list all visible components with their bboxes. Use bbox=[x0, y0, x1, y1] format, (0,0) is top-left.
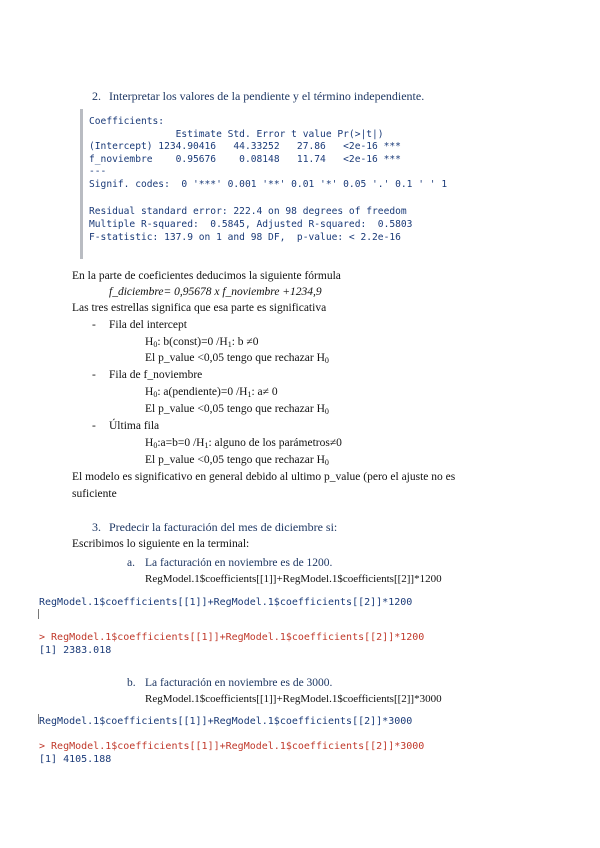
r-output-line: Coefficients: bbox=[89, 116, 165, 127]
pvalue-f-noviembre bbox=[145, 401, 329, 420]
part-a-letter: a. bbox=[127, 557, 135, 569]
hyp-sub: 1 bbox=[204, 441, 209, 450]
coefficients-intro: En la parte de coeficientes deducimos la siguiente fórmula bbox=[72, 270, 341, 282]
item-label-f-noviembre: Fila de f_noviembre bbox=[109, 369, 203, 381]
hyp-h: H bbox=[145, 336, 154, 348]
bullet-dash: - bbox=[92, 369, 96, 381]
hyp-end: : alguno de los parámetros≠0 bbox=[208, 437, 342, 449]
console-command-a: > RegModel.1$coefficients[[1]]+RegModel.1$coefficients[[2]]*1200 bbox=[39, 632, 425, 643]
input-cursor bbox=[38, 609, 44, 619]
section-2-title: Interpretar los valores de la pendiente y el término independiente. bbox=[109, 89, 425, 103]
item-label-intercept: Fila del intercept bbox=[109, 319, 187, 331]
hyp-sub: 0 bbox=[153, 390, 158, 399]
part-a-text: La facturación en noviembre es de 1200. bbox=[145, 557, 333, 569]
pval-sub: 0 bbox=[324, 458, 329, 467]
hyp-sub: 1 bbox=[247, 390, 252, 399]
r-output-line: F-statistic: 137.9 on 1 and 98 DF, p-value: < 2.2e-16 bbox=[89, 232, 401, 243]
hyp-h: H bbox=[145, 437, 154, 449]
pval-text: El p_value <0,05 tengo que rechazar H bbox=[145, 352, 325, 364]
section-2-number: 2. bbox=[92, 89, 101, 103]
r-output-line: Multiple R-squared: 0.5845, Adjusted R-squared: 0.5803 bbox=[89, 219, 413, 230]
hyp-sub: 0 bbox=[153, 441, 158, 450]
terminal-intro: Escribimos lo siguiente en la terminal: bbox=[72, 538, 250, 550]
input-cursor bbox=[38, 714, 44, 724]
console-input-b: RegModel.1$coefficients[[1]]+RegModel.1$coefficients[[2]]*3000 bbox=[39, 716, 413, 727]
section-3-title: Predecir la facturación del mes de diciembre si: bbox=[109, 520, 338, 534]
r-summary-output bbox=[80, 109, 485, 259]
pval-sub: 0 bbox=[324, 407, 329, 416]
section-3-number: 3. bbox=[92, 520, 101, 534]
hyp-mid: : a(pendiente)=0 /H bbox=[157, 386, 248, 398]
bullet-dash: - bbox=[92, 420, 96, 432]
hyp-sub: 1 bbox=[227, 340, 232, 349]
hyp-h: H bbox=[145, 386, 154, 398]
console-result-a: [1] 2383.018 bbox=[39, 645, 112, 656]
conclusion-line-2: suficiente bbox=[72, 488, 117, 500]
item-label-last-row: Última fila bbox=[109, 420, 160, 432]
part-a-code: RegModel.1$coefficients[[1]]+RegModel.1$coefficients[[2]]*1200 bbox=[145, 573, 442, 585]
hyp-mid: : b(const)=0 /H bbox=[157, 336, 228, 348]
console-result-b: [1] 4105.188 bbox=[39, 754, 112, 765]
console-input-a: RegModel.1$coefficients[[1]]+RegModel.1$coefficients[[2]]*1200 bbox=[39, 597, 413, 608]
hyp-end: : b ≠0 bbox=[231, 336, 259, 348]
r-output-line: --- bbox=[89, 166, 107, 177]
r-output-line: (Intercept) 1234.90416 44.33252 27.86 <2e-16 *** bbox=[89, 141, 401, 152]
hyp-mid: :a=b=0 /H bbox=[157, 437, 205, 449]
bullet-dash: - bbox=[92, 319, 96, 331]
r-output-line: Estimate Std. Error t value Pr(>|t|) bbox=[89, 129, 384, 140]
part-b-code: RegModel.1$coefficients[[1]]+RegModel.1$coefficients[[2]]*3000 bbox=[145, 693, 442, 705]
pval-text: El p_value <0,05 tengo que rechazar H bbox=[145, 403, 325, 415]
r-output-line: f_noviembre 0.95676 0.08148 11.74 <2e-16 *** bbox=[89, 154, 401, 165]
r-output-line: Signif. codes: 0 '***' 0.001 '**' 0.01 '*' 0.05 '.' 0.1 ' ' 1 bbox=[89, 179, 448, 190]
part-b-letter: b. bbox=[127, 677, 136, 689]
hyp-end: : a≠ 0 bbox=[251, 386, 278, 398]
r-output-line: Residual standard error: 222.4 on 98 degrees of freedom bbox=[89, 206, 407, 217]
hyp-sub: 0 bbox=[153, 340, 158, 349]
part-b-text: La facturación en noviembre es de 3000. bbox=[145, 677, 333, 689]
pval-sub: 0 bbox=[324, 356, 329, 365]
stars-explanation: Las tres estrellas significa que esa parte es significativa bbox=[72, 302, 327, 314]
conclusion-line-1: El modelo es significativo en general debido al ultimo p_value (pero el ajuste no es bbox=[72, 471, 456, 483]
pval-text: El p_value <0,05 tengo que rechazar H bbox=[145, 454, 325, 466]
regression-formula: f_diciembre= 0,95678 x f_noviembre +1234,9 bbox=[109, 286, 322, 298]
console-command-b: > RegModel.1$coefficients[[1]]+RegModel.1$coefficients[[2]]*3000 bbox=[39, 741, 425, 752]
